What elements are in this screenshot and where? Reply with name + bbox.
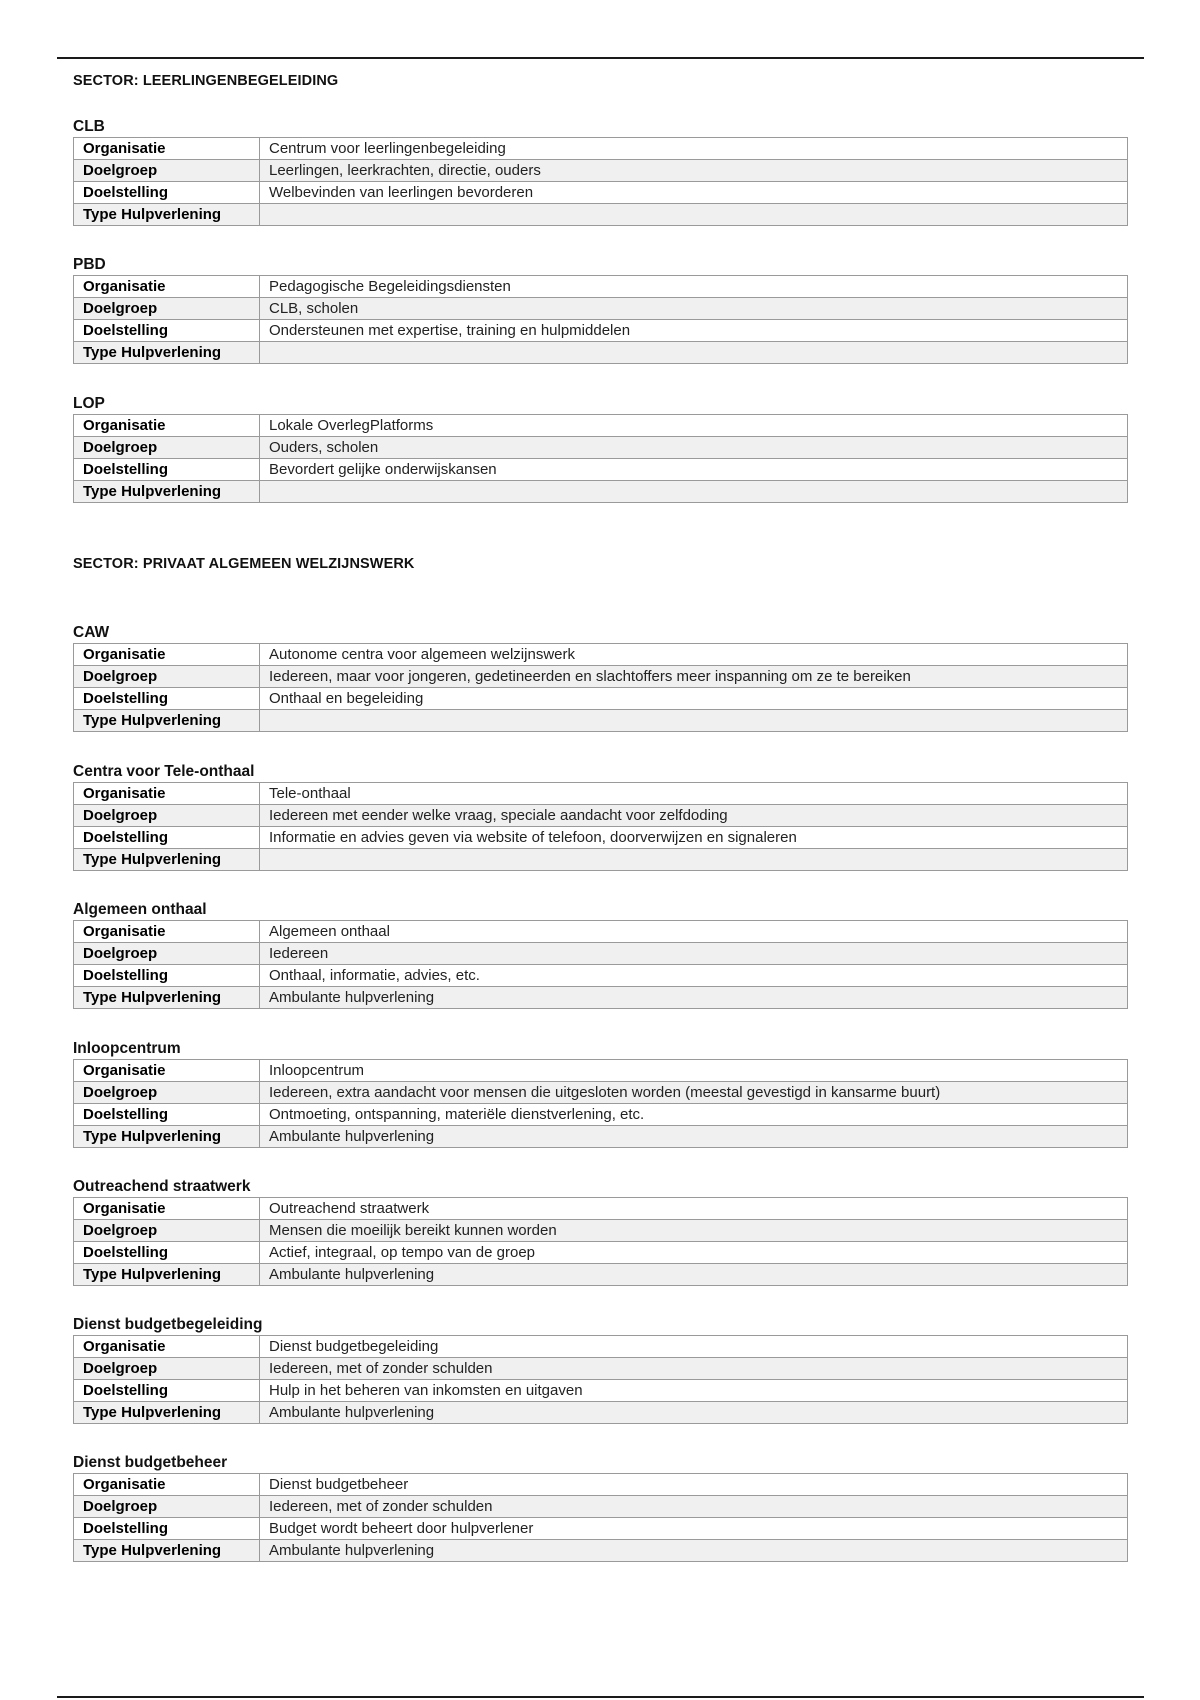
row-doelstelling [74, 1518, 1128, 1540]
row-value: Iedereen met eender welke vraag, speciale aandacht voor zelfdoding [260, 805, 1128, 827]
info-block [73, 899, 1128, 1009]
info-block [73, 1038, 1128, 1148]
sector-heading: SECTOR: PRIVAAT ALGEMEEN WELZIJNSWERK [73, 556, 415, 572]
bottom-rule [57, 1696, 1144, 1698]
info-block [73, 116, 1128, 226]
row-value: Leerlingen, leerkrachten, directie, ouders [260, 160, 1128, 182]
row-doelstelling [74, 320, 1128, 342]
row-value: Lokale OverlegPlatforms [260, 415, 1128, 437]
row-value: Algemeen onthaal [260, 921, 1128, 943]
row-value: Iedereen, extra aandacht voor mensen die uitgesloten worden (meestal gevestigd in kansarme buurt) [260, 1082, 1128, 1104]
row-label: Doelstelling [74, 320, 260, 342]
info-block [73, 622, 1128, 732]
row-value: CLB, scholen [260, 298, 1128, 320]
row-label: Doelgroep [74, 805, 260, 827]
info-table [73, 920, 1128, 1009]
block-title: Algemeen onthaal [73, 901, 207, 918]
block-title: LOP [73, 395, 105, 412]
row-organisatie [74, 783, 1128, 805]
row-label: Organisatie [74, 1474, 260, 1496]
row-value: Budget wordt beheert door hulpverlener [260, 1518, 1128, 1540]
row-label: Organisatie [74, 415, 260, 437]
info-table [73, 414, 1128, 503]
row-doelgroep [74, 666, 1128, 688]
row-type [74, 987, 1128, 1009]
row-organisatie [74, 138, 1128, 160]
row-doelgroep [74, 1220, 1128, 1242]
row-label: Type Hulpverlening [74, 481, 260, 503]
row-doelstelling [74, 182, 1128, 204]
info-block [73, 1452, 1128, 1562]
info-table [73, 643, 1128, 732]
row-label: Doelgroep [74, 1496, 260, 1518]
row-label: Type Hulpverlening [74, 342, 260, 364]
row-value: Onthaal en begeleiding [260, 688, 1128, 710]
row-label: Doelstelling [74, 1380, 260, 1402]
info-block [73, 1176, 1128, 1286]
row-label: Doelstelling [74, 1518, 260, 1540]
row-value: Hulp in het beheren van inkomsten en uitgaven [260, 1380, 1128, 1402]
row-label: Organisatie [74, 644, 260, 666]
row-doelgroep [74, 160, 1128, 182]
row-label: Type Hulpverlening [74, 849, 260, 871]
row-label: Doelstelling [74, 965, 260, 987]
block-title: PBD [73, 256, 106, 273]
block-title: Dienst budgetbeheer [73, 1454, 228, 1471]
row-label: Doelgroep [74, 1220, 260, 1242]
row-value: Ouders, scholen [260, 437, 1128, 459]
row-label: Organisatie [74, 1336, 260, 1358]
row-value: Ondersteunen met expertise, training en hulpmiddelen [260, 320, 1128, 342]
row-type [74, 204, 1128, 226]
block-title: Inloopcentrum [73, 1040, 181, 1057]
row-value: Mensen die moeilijk bereikt kunnen worden [260, 1220, 1128, 1242]
row-value: Centrum voor leerlingenbegeleiding [260, 138, 1128, 160]
row-label: Doelgroep [74, 1082, 260, 1104]
row-value: Iedereen, met of zonder schulden [260, 1358, 1128, 1380]
row-label: Type Hulpverlening [74, 1540, 260, 1562]
row-label: Organisatie [74, 276, 260, 298]
row-doelgroep [74, 1496, 1128, 1518]
row-value: Ambulante hulpverlening [260, 987, 1128, 1009]
row-doelstelling [74, 459, 1128, 481]
info-table [73, 782, 1128, 871]
row-value: Ambulante hulpverlening [260, 1540, 1128, 1562]
row-type [74, 1264, 1128, 1286]
info-block [73, 254, 1128, 364]
row-organisatie [74, 276, 1128, 298]
row-value [260, 481, 1128, 503]
info-table [73, 1059, 1128, 1148]
row-label: Organisatie [74, 138, 260, 160]
row-value: Ambulante hulpverlening [260, 1126, 1128, 1148]
row-value: Dienst budgetbeheer [260, 1474, 1128, 1496]
row-label: Type Hulpverlening [74, 204, 260, 226]
row-label: Organisatie [74, 783, 260, 805]
row-value: Tele-onthaal [260, 783, 1128, 805]
row-value: Ambulante hulpverlening [260, 1402, 1128, 1424]
row-organisatie [74, 415, 1128, 437]
info-table [73, 275, 1128, 364]
row-label: Doelgroep [74, 437, 260, 459]
row-label: Doelstelling [74, 182, 260, 204]
row-label: Type Hulpverlening [74, 1126, 260, 1148]
row-value: Informatie en advies geven via website of telefoon, doorverwijzen en signaleren [260, 827, 1128, 849]
row-value: Ambulante hulpverlening [260, 1264, 1128, 1286]
row-organisatie [74, 921, 1128, 943]
row-label: Organisatie [74, 1060, 260, 1082]
row-label: Doelgroep [74, 666, 260, 688]
row-value: Bevordert gelijke onderwijskansen [260, 459, 1128, 481]
row-type [74, 481, 1128, 503]
info-table [73, 1197, 1128, 1286]
info-block [73, 393, 1128, 503]
row-value: Autonome centra voor algemeen welzijnswerk [260, 644, 1128, 666]
row-label: Organisatie [74, 1198, 260, 1220]
row-organisatie [74, 644, 1128, 666]
row-value: Outreachend straatwerk [260, 1198, 1128, 1220]
row-label: Doelgroep [74, 160, 260, 182]
row-doelstelling [74, 1104, 1128, 1126]
row-type [74, 342, 1128, 364]
row-value: Onthaal, informatie, advies, etc. [260, 965, 1128, 987]
row-value: Actief, integraal, op tempo van de groep [260, 1242, 1128, 1264]
row-doelgroep [74, 298, 1128, 320]
top-rule [57, 57, 1144, 59]
row-label: Doelstelling [74, 827, 260, 849]
block-title: Outreachend straatwerk [73, 1178, 251, 1195]
row-type [74, 849, 1128, 871]
row-label: Type Hulpverlening [74, 1264, 260, 1286]
row-label: Type Hulpverlening [74, 710, 260, 732]
row-doelgroep [74, 1082, 1128, 1104]
row-organisatie [74, 1198, 1128, 1220]
row-value: Iedereen [260, 943, 1128, 965]
row-type [74, 1126, 1128, 1148]
row-organisatie [74, 1336, 1128, 1358]
row-label: Organisatie [74, 921, 260, 943]
row-label: Doelgroep [74, 298, 260, 320]
row-label: Doelstelling [74, 459, 260, 481]
block-title: CLB [73, 118, 105, 135]
info-block [73, 761, 1128, 871]
info-table [73, 137, 1128, 226]
row-value: Pedagogische Begeleidingsdiensten [260, 276, 1128, 298]
row-value: Welbevinden van leerlingen bevorderen [260, 182, 1128, 204]
row-value: Iedereen, maar voor jongeren, gedetineerden en slachtoffers meer inspanning om ze te bereiken [260, 666, 1128, 688]
row-organisatie [74, 1474, 1128, 1496]
row-doelstelling [74, 827, 1128, 849]
row-value: Dienst budgetbegeleiding [260, 1336, 1128, 1358]
row-value [260, 849, 1128, 871]
block-title: Dienst budgetbegeleiding [73, 1316, 263, 1333]
row-value [260, 204, 1128, 226]
row-label: Doelstelling [74, 1242, 260, 1264]
row-label: Doelgroep [74, 1358, 260, 1380]
row-value [260, 342, 1128, 364]
row-value: Ontmoeting, ontspanning, materiële dienstverlening, etc. [260, 1104, 1128, 1126]
row-label: Doelstelling [74, 688, 260, 710]
sector-heading: SECTOR: LEERLINGENBEGELEIDING [73, 73, 339, 89]
block-title: Centra voor Tele-onthaal [73, 763, 255, 780]
row-type [74, 1540, 1128, 1562]
row-doelstelling [74, 1242, 1128, 1264]
row-label: Type Hulpverlening [74, 987, 260, 1009]
row-doelstelling [74, 688, 1128, 710]
row-value: Inloopcentrum [260, 1060, 1128, 1082]
row-type [74, 1402, 1128, 1424]
row-type [74, 710, 1128, 732]
row-label: Doelstelling [74, 1104, 260, 1126]
info-table [73, 1473, 1128, 1562]
info-table [73, 1335, 1128, 1424]
row-label: Doelgroep [74, 943, 260, 965]
row-doelgroep [74, 805, 1128, 827]
row-doelstelling [74, 965, 1128, 987]
row-doelgroep [74, 437, 1128, 459]
info-block [73, 1314, 1128, 1424]
block-title: CAW [73, 624, 110, 641]
row-value: Iedereen, met of zonder schulden [260, 1496, 1128, 1518]
row-value [260, 710, 1128, 732]
row-doelstelling [74, 1380, 1128, 1402]
row-organisatie [74, 1060, 1128, 1082]
row-doelgroep [74, 943, 1128, 965]
row-label: Type Hulpverlening [74, 1402, 260, 1424]
row-doelgroep [74, 1358, 1128, 1380]
